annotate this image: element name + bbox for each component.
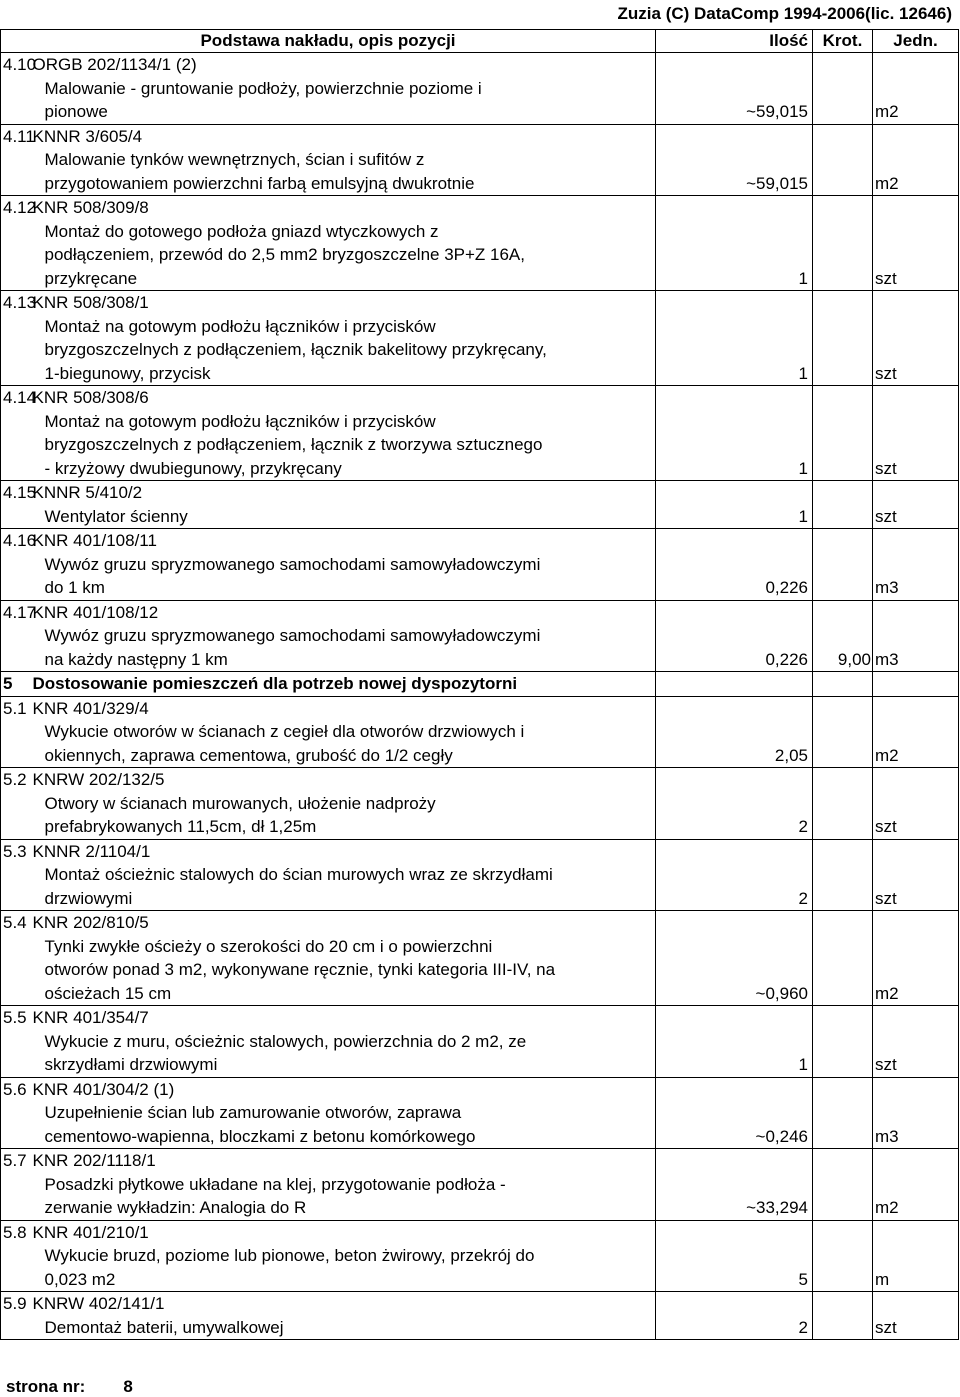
item-unit: szt: [873, 768, 959, 840]
item-description-line: Montaż ościeżnic stalowych do ścian murowych wraz ze skrzydłami: [44, 865, 553, 884]
item-code: KNR 202/1118/1: [32, 1151, 156, 1170]
item-description-line: okiennych, zaprawa cementowa, grubość do 1/2 cegły: [44, 745, 453, 765]
item-quantity: 1: [656, 481, 813, 529]
item-description-line: Tynki zwykłe ościeży o szerokości do 20 cm i o powierzchni: [44, 936, 493, 956]
table-row: [1, 53, 959, 125]
item-quantity: 2: [656, 768, 813, 840]
item-quantity: ~0,960: [656, 911, 813, 1006]
item-description-line: Montaż do gotowego podłoża gniazd wtyczkowych z: [44, 221, 439, 241]
item-quantity: ~59,015: [656, 124, 813, 196]
item-quantity: ~59,015: [656, 53, 813, 125]
item-multiplier: [813, 1220, 873, 1292]
item-code: KNRW 402/141/1: [32, 1294, 165, 1313]
item-description: [31, 1006, 656, 1078]
item-code: KNR 401/304/2 (1): [32, 1079, 175, 1099]
page-number-label: strona nr:: [6, 1377, 86, 1396]
item-description-line: Wykucie bruzd, poziome lub pionowe, beton żwirowy, przekrój do: [44, 1246, 535, 1265]
item-unit: m2: [873, 1149, 959, 1221]
section-row: [1, 672, 959, 697]
item-code: KNR 202/810/5: [32, 913, 149, 932]
item-multiplier: [813, 1077, 873, 1149]
item-number: 4.13: [1, 291, 31, 386]
item-description-line: Wywóz gruzu spryzmowanego samochodami samowyładowczymi: [44, 626, 541, 645]
item-description-line: 1-biegunowy, przycisk: [44, 363, 211, 383]
item-description-line: przykręcane: [44, 268, 138, 288]
table-row: [1, 911, 959, 1006]
item-multiplier: [813, 696, 873, 768]
item-description-line: podłączeniem, przewód do 2,5 mm2 bryzgoszczelne 3P+Z 16A,: [44, 245, 525, 264]
item-unit: m2: [873, 124, 959, 196]
item-description-line: skrzydłami drzwiowymi: [44, 1055, 218, 1074]
table-row: [1, 600, 959, 672]
item-unit: m2: [873, 696, 959, 768]
item-description-line: bryzgoszczelnych z podłączeniem, łącznik z tworzywa sztucznego: [44, 435, 543, 454]
table-row: [1, 1292, 959, 1340]
item-number: 5.6: [1, 1077, 31, 1149]
item-description-line: pionowe: [44, 102, 108, 121]
item-quantity: 0,226: [656, 600, 813, 672]
company-license: Zuzia (C) DataComp 1994-2006(lic. 12646): [617, 4, 952, 23]
item-code: KNR 401/329/4: [32, 698, 149, 718]
table-row: [1, 1220, 959, 1292]
item-multiplier: 9,00: [813, 600, 873, 672]
col-header-description: Podstawa nakładu, opis pozycji: [1, 30, 656, 53]
item-code: KNR 401/108/11: [32, 531, 157, 550]
item-multiplier: [813, 53, 873, 125]
item-code: KNR 401/354/7: [32, 1008, 149, 1027]
item-quantity: 1: [656, 291, 813, 386]
item-description: [31, 839, 656, 911]
item-number: 5.4: [1, 911, 31, 1006]
table-row: [1, 291, 959, 386]
item-description-line: ościeżach 15 cm: [44, 983, 172, 1003]
item-unit: m: [873, 1220, 959, 1292]
item-number: 5.5: [1, 1006, 31, 1078]
table-header: [1, 30, 959, 53]
item-code: KNR 401/108/12: [32, 602, 159, 622]
item-description: [31, 1149, 656, 1221]
item-unit: szt: [873, 839, 959, 911]
item-description-line: Montaż na gotowym podłożu łączników i przycisków: [44, 316, 436, 336]
item-description-line: na każdy następny 1 km: [44, 649, 228, 669]
table-row: [1, 481, 959, 529]
table-row: [1, 696, 959, 768]
item-code: KNNR 2/1104/1: [32, 841, 151, 861]
item-quantity: 2: [656, 1292, 813, 1340]
item-description: [31, 291, 656, 386]
item-multiplier: [813, 768, 873, 840]
item-description-line: drzwiowymi: [44, 888, 133, 908]
table-row: [1, 1006, 959, 1078]
item-multiplier: [813, 386, 873, 481]
item-description-line: Wykucie otworów w ścianach z cegieł dla otworów drzwiowych i: [44, 722, 525, 741]
item-quantity: 5: [656, 1220, 813, 1292]
item-quantity: 0,226: [656, 529, 813, 601]
item-unit: szt: [873, 481, 959, 529]
item-code: KNNR 3/605/4: [32, 126, 143, 146]
section-empty-cell: [813, 672, 873, 697]
item-description: [31, 124, 656, 196]
table-row: [1, 768, 959, 840]
item-unit: m3: [873, 529, 959, 601]
item-description-line: Demontaż baterii, umywalkowej: [44, 1317, 284, 1337]
item-number: 5.7: [1, 1149, 31, 1221]
item-description-line: cementowo-wapienna, bloczkami z betonu komórkowego: [44, 1126, 476, 1146]
item-description-line: Wykucie z muru, ościeżnic stalowych, powierzchnia do 2 m2, ze: [44, 1031, 527, 1051]
item-description-line: Uzupełnienie ścian lub zamurowanie otworów, zaprawa: [44, 1103, 462, 1122]
item-multiplier: [813, 1006, 873, 1078]
col-header-multiplier: Krot.: [813, 30, 873, 53]
item-description: [31, 1077, 656, 1149]
section-number: 5: [1, 672, 31, 697]
item-description-line: 0,023 m2: [44, 1269, 116, 1289]
table-row: [1, 529, 959, 601]
item-description-line: Malowanie - gruntowanie podłoży, powierzchnie poziome i: [44, 78, 482, 98]
item-quantity: 1: [656, 1006, 813, 1078]
item-description-line: zerwanie wykładzin: Analogia do R: [44, 1198, 307, 1217]
table-row: [1, 839, 959, 911]
item-multiplier: [813, 481, 873, 529]
item-description: [31, 1292, 656, 1340]
item-description: [31, 386, 656, 481]
item-multiplier: [813, 291, 873, 386]
item-description-line: Malowanie tynków wewnętrznych, ścian i sufitów z: [44, 150, 425, 169]
item-quantity: 2,05: [656, 696, 813, 768]
section-title: Dostosowanie pomieszczeń dla potrzeb nowej dyspozytorni: [31, 672, 656, 697]
table-row: [1, 124, 959, 196]
item-quantity: 2: [656, 839, 813, 911]
item-quantity: 1: [656, 386, 813, 481]
item-code: KNR 401/210/1: [32, 1222, 149, 1242]
item-number: 4.16: [1, 529, 31, 601]
section-empty-cell: [873, 672, 959, 697]
item-code: KNR 508/309/8: [32, 198, 149, 217]
item-unit: szt: [873, 291, 959, 386]
item-description: [31, 481, 656, 529]
table-row: [1, 1077, 959, 1149]
item-number: 4.14: [1, 386, 31, 481]
item-description-line: - krzyżowy dwubiegunowy, przykręcany: [44, 458, 342, 478]
item-number: 4.17: [1, 600, 31, 672]
item-description-line: otworów ponad 3 m2, wykonywane ręcznie, tynki kategoria III-IV, na: [44, 960, 556, 979]
item-description: [31, 600, 656, 672]
item-unit: szt: [873, 1292, 959, 1340]
item-number: 4.12: [1, 196, 31, 291]
item-unit: m2: [873, 53, 959, 125]
item-unit: m2: [873, 911, 959, 1006]
item-description-line: do 1 km: [44, 578, 105, 597]
item-number: 5.9: [1, 1292, 31, 1340]
item-multiplier: [813, 529, 873, 601]
item-quantity: 1: [656, 196, 813, 291]
item-description-line: przygotowaniem powierzchni farbą emulsyjną dwukrotnie: [44, 173, 475, 193]
item-multiplier: [813, 1149, 873, 1221]
item-description: [31, 196, 656, 291]
item-multiplier: [813, 196, 873, 291]
item-number: 5.2: [1, 768, 31, 840]
item-description-line: Montaż na gotowym podłożu łączników i przycisków: [44, 411, 436, 431]
item-multiplier: [813, 911, 873, 1006]
item-description-line: prefabrykowanych 11,5cm, dł 1,25m: [44, 817, 317, 836]
item-unit: szt: [873, 386, 959, 481]
item-unit: m3: [873, 600, 959, 672]
item-code: KNRW 202/132/5: [32, 770, 165, 789]
item-number: 5.8: [1, 1220, 31, 1292]
item-multiplier: [813, 124, 873, 196]
item-quantity: ~0,246: [656, 1077, 813, 1149]
item-unit: szt: [873, 1006, 959, 1078]
item-description: [31, 696, 656, 768]
item-multiplier: [813, 1292, 873, 1340]
item-description: [31, 53, 656, 125]
item-description-line: bryzgoszczelnych z podłączeniem, łącznik bakelitowy przykręcany,: [44, 340, 547, 359]
table-row: [1, 196, 959, 291]
item-code: ORGB 202/1134/1 (2): [32, 55, 197, 74]
item-description: [31, 768, 656, 840]
item-number: 4.15: [1, 481, 31, 529]
item-number: 5.1: [1, 696, 31, 768]
page-number: 8: [123, 1377, 133, 1396]
page-footer: [6, 1377, 133, 1397]
item-unit: m3: [873, 1077, 959, 1149]
item-number: 5.3: [1, 839, 31, 911]
item-description-line: Posadzki płytkowe układane na klej, przygotowanie podłoża -: [44, 1174, 506, 1194]
item-number: 4.10: [1, 53, 31, 125]
item-description-line: Wywóz gruzu spryzmowanego samochodami samowyładowczymi: [44, 554, 541, 574]
item-description-line: Otwory w ścianach murowanych, ułożenie nadproży: [44, 793, 436, 813]
item-code: KNR 508/308/1: [32, 293, 149, 312]
item-number: 4.11: [1, 124, 31, 196]
col-header-unit: Jedn.: [873, 30, 959, 53]
item-description: [31, 529, 656, 601]
item-unit: szt: [873, 196, 959, 291]
item-multiplier: [813, 839, 873, 911]
table-body: [1, 53, 959, 1340]
item-code: KNR 508/308/6: [32, 388, 149, 407]
item-code: KNNR 5/410/2: [32, 483, 143, 502]
item-description: [31, 1220, 656, 1292]
table-row: [1, 386, 959, 481]
section-empty-cell: [656, 672, 813, 697]
item-description-line: Wentylator ścienny: [44, 506, 188, 526]
cost-estimate-table: [0, 29, 959, 1340]
item-quantity: ~33,294: [656, 1149, 813, 1221]
table-row: [1, 1149, 959, 1221]
item-description: [31, 911, 656, 1006]
col-header-quantity: Ilość: [656, 30, 813, 53]
